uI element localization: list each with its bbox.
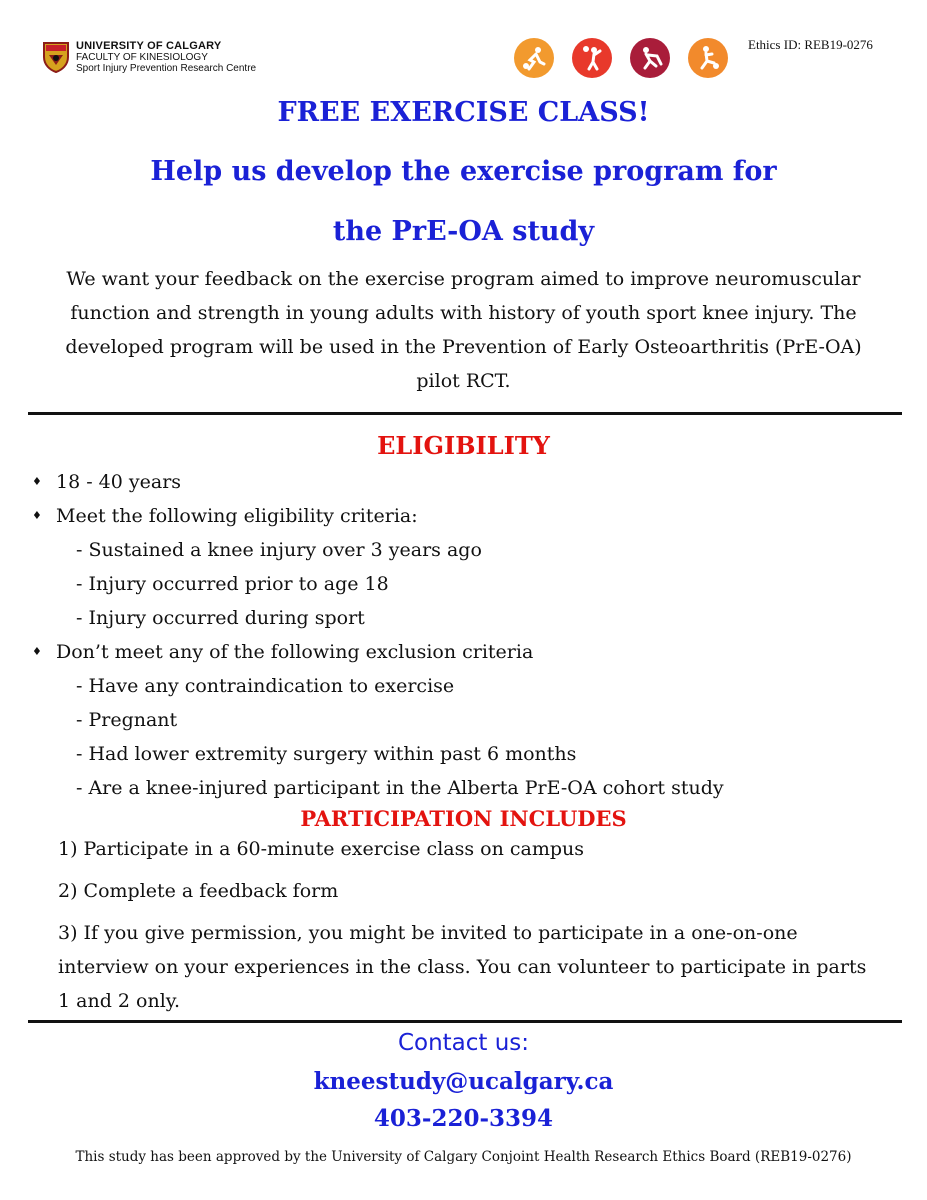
hockey-player-icon: [630, 38, 670, 78]
soccer-kick-icon: [688, 38, 728, 78]
eligibility-text: - Are a knee-injured participant in the Alberta PrE-OA cohort study: [76, 777, 724, 799]
participation-list: [58, 832, 878, 1026]
eligibility-subitem: [30, 771, 890, 805]
section-divider: [28, 412, 902, 415]
intro-line: pilot RCT.: [416, 370, 511, 392]
eligibility-subitem: [30, 669, 890, 703]
diamond-bullet-icon: ♦: [32, 645, 42, 658]
eligibility-subitem: [30, 533, 890, 567]
eligibility-list: [30, 465, 890, 805]
contact-phone[interactable]: 403-220-3394: [373, 1105, 554, 1132]
contact-email-link[interactable]: kneestudy@ucalgary.ca: [313, 1068, 614, 1095]
university-name: UNIVERSITY OF CALGARY: [76, 40, 222, 52]
eligibility-text: 18 - 40 years: [56, 471, 182, 493]
eligibility-text: - Sustained a knee injury over 3 years ago: [76, 539, 482, 561]
intro-paragraph: [30, 262, 897, 398]
diamond-bullet-icon: ♦: [32, 475, 42, 488]
eligibility-text: Don’t meet any of the following exclusion criteria: [56, 641, 534, 663]
eligibility-text: Meet the following eligibility criteria:: [56, 505, 418, 527]
soccer-player-icon: [514, 38, 554, 78]
ethics-id: Ethics ID: REB19-0276: [748, 37, 873, 52]
eligibility-item: [30, 635, 890, 669]
contact-label: Contact us:: [397, 1030, 530, 1056]
eligibility-subitem: [30, 703, 890, 737]
intro-line: We want your feedback on the exercise program aimed to improve neuromuscular: [66, 268, 861, 290]
eligibility-text: - Injury occurred prior to age 18: [76, 573, 389, 595]
university-crest-icon: [42, 41, 70, 73]
page-title: FREE EXERCISE CLASS!: [277, 97, 650, 128]
eligibility-subitem: [30, 567, 890, 601]
diamond-bullet-icon: ♦: [32, 509, 42, 522]
section-divider: [28, 1020, 902, 1023]
university-logo: [42, 41, 256, 74]
participation-item: 1) Participate in a 60-minute exercise class on campus: [58, 838, 584, 860]
eligibility-text: - Had lower extremity surgery within past 6 months: [76, 743, 577, 765]
eligibility-text: - Pregnant: [76, 709, 178, 731]
volleyball-player-icon: [572, 38, 612, 78]
faculty-name: FACULTY OF KINESIOLOGY: [76, 52, 208, 63]
eligibility-item: [30, 465, 890, 499]
participation-item: 3) If you give permission, you might be invited to participate in a one-on-one interview on your experiences in the class. You can volunteer to participate in parts 1 and 2 only.: [58, 922, 867, 1012]
page-subtitle-line2: the PrE-OA study: [332, 216, 595, 247]
sport-icons: [514, 38, 728, 78]
eligibility-text: - Injury occurred during sport: [76, 607, 365, 629]
intro-line: developed program will be used in the Prevention of Early Osteoarthritis (PrE-OA): [65, 336, 862, 358]
participation-heading: PARTICIPATION INCLUDES: [300, 806, 627, 831]
eligibility-item: [30, 499, 890, 533]
eligibility-text: - Have any contraindication to exercise: [76, 675, 455, 697]
centre-name: Sport Injury Prevention Research Centre: [76, 63, 257, 74]
eligibility-subitem: [30, 737, 890, 771]
eligibility-subitem: [30, 601, 890, 635]
eligibility-heading: ELIGIBILITY: [377, 431, 550, 460]
intro-line: function and strength in young adults with history of youth sport knee injury. The: [70, 302, 857, 324]
participation-item: 2) Complete a feedback form: [58, 880, 339, 902]
page-subtitle-line1: Help us develop the exercise program for: [150, 156, 777, 187]
ethics-approval-footer: This study has been approved by the University of Calgary Conjoint Health Research Ethics Board (REB19-0276): [75, 1149, 852, 1165]
